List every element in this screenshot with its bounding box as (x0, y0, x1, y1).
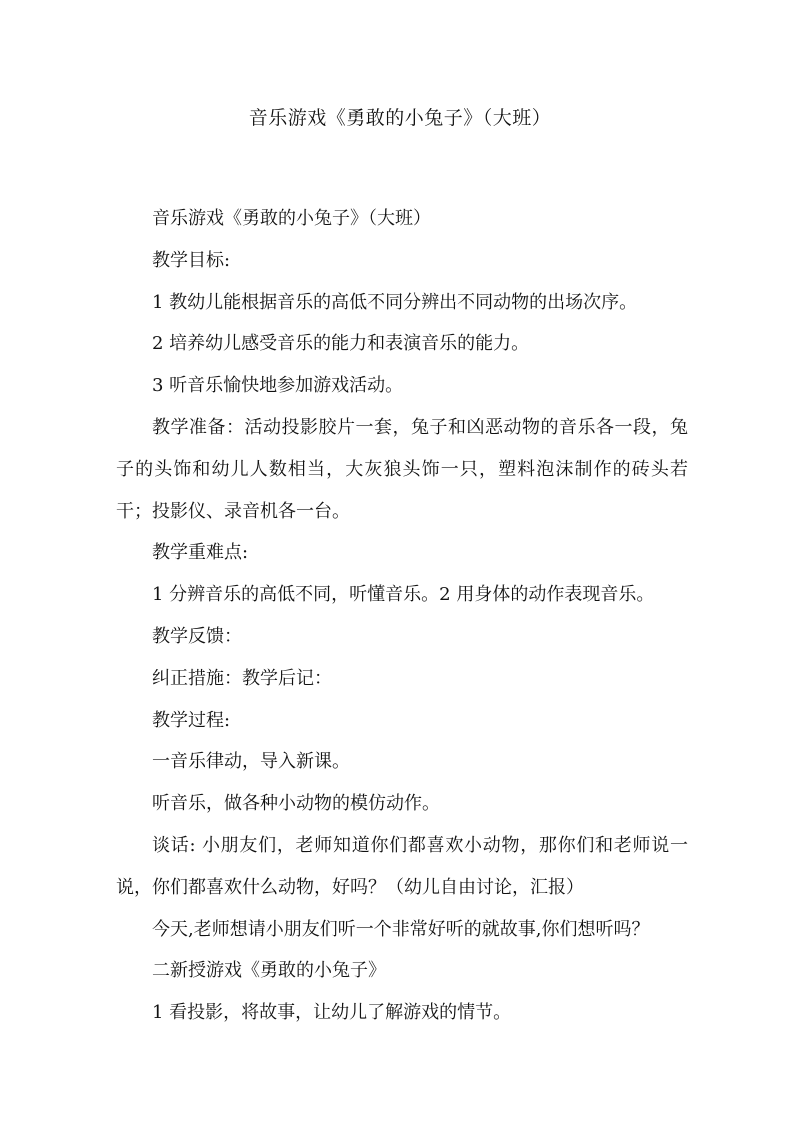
paragraph-objectives-label: 教学目标: (152, 249, 231, 271)
paragraph-conversation: 谈话: 小朋友们，老师知道你们都喜欢小动物，那你们和老师说一说，你们都喜欢什么动物，好吗？（幼儿自由讨论，汇报） (116, 834, 688, 898)
paragraph-heading: 音乐游戏《勇敢的小兔子》（大班） (152, 208, 431, 229)
paragraph-objective-3: 3 听音乐愉快地参加游戏活动。 (152, 375, 404, 397)
paragraph-step-one: 一音乐律动，导入新课。 (152, 751, 350, 773)
paragraph-step-two: 二新授游戏《勇敢的小兔子》 (152, 960, 386, 982)
paragraph-objective-2: 2 培养幼儿感受音乐的能力和表演音乐的能力。 (152, 333, 530, 355)
document-body (116, 198, 688, 1034)
paragraph-key-points: 1 分辨音乐的高低不同，听懂音乐。2 用身体的动作表现音乐。 (152, 584, 655, 606)
document-title: 音乐游戏《勇敢的小兔子》（大班） (248, 107, 552, 129)
paragraph-key-points-label: 教学重难点: (152, 542, 249, 564)
paragraph-preparation: 教学准备：活动投影胶片一套，兔子和凶恶动物的音乐各一段，兔子的头饰和幼儿人数相当，大灰狼头饰一只，塑料泡沫制作的砖头若干；投影仪、录音机各一台。 (116, 416, 688, 522)
paragraph-projection: 1 看投影，将故事，让幼儿了解游戏的情节。 (152, 1002, 512, 1024)
paragraph-process-label: 教学过程: (152, 709, 231, 731)
paragraph-story-intro: 今天,老师想请小朋友们听一个非常好听的就故事,你们想听吗？ (152, 918, 650, 940)
paragraph-feedback-label: 教学反馈： (152, 625, 242, 647)
paragraph-objective-1: 1 教幼儿能根据音乐的高低不同分辨出不同动物的出场次序。 (152, 291, 638, 313)
paragraph-listen-music: 听音乐，做各种小动物的模仿动作。 (152, 793, 440, 815)
paragraph-corrections-label: 纠正措施：教学后记： (152, 667, 332, 689)
